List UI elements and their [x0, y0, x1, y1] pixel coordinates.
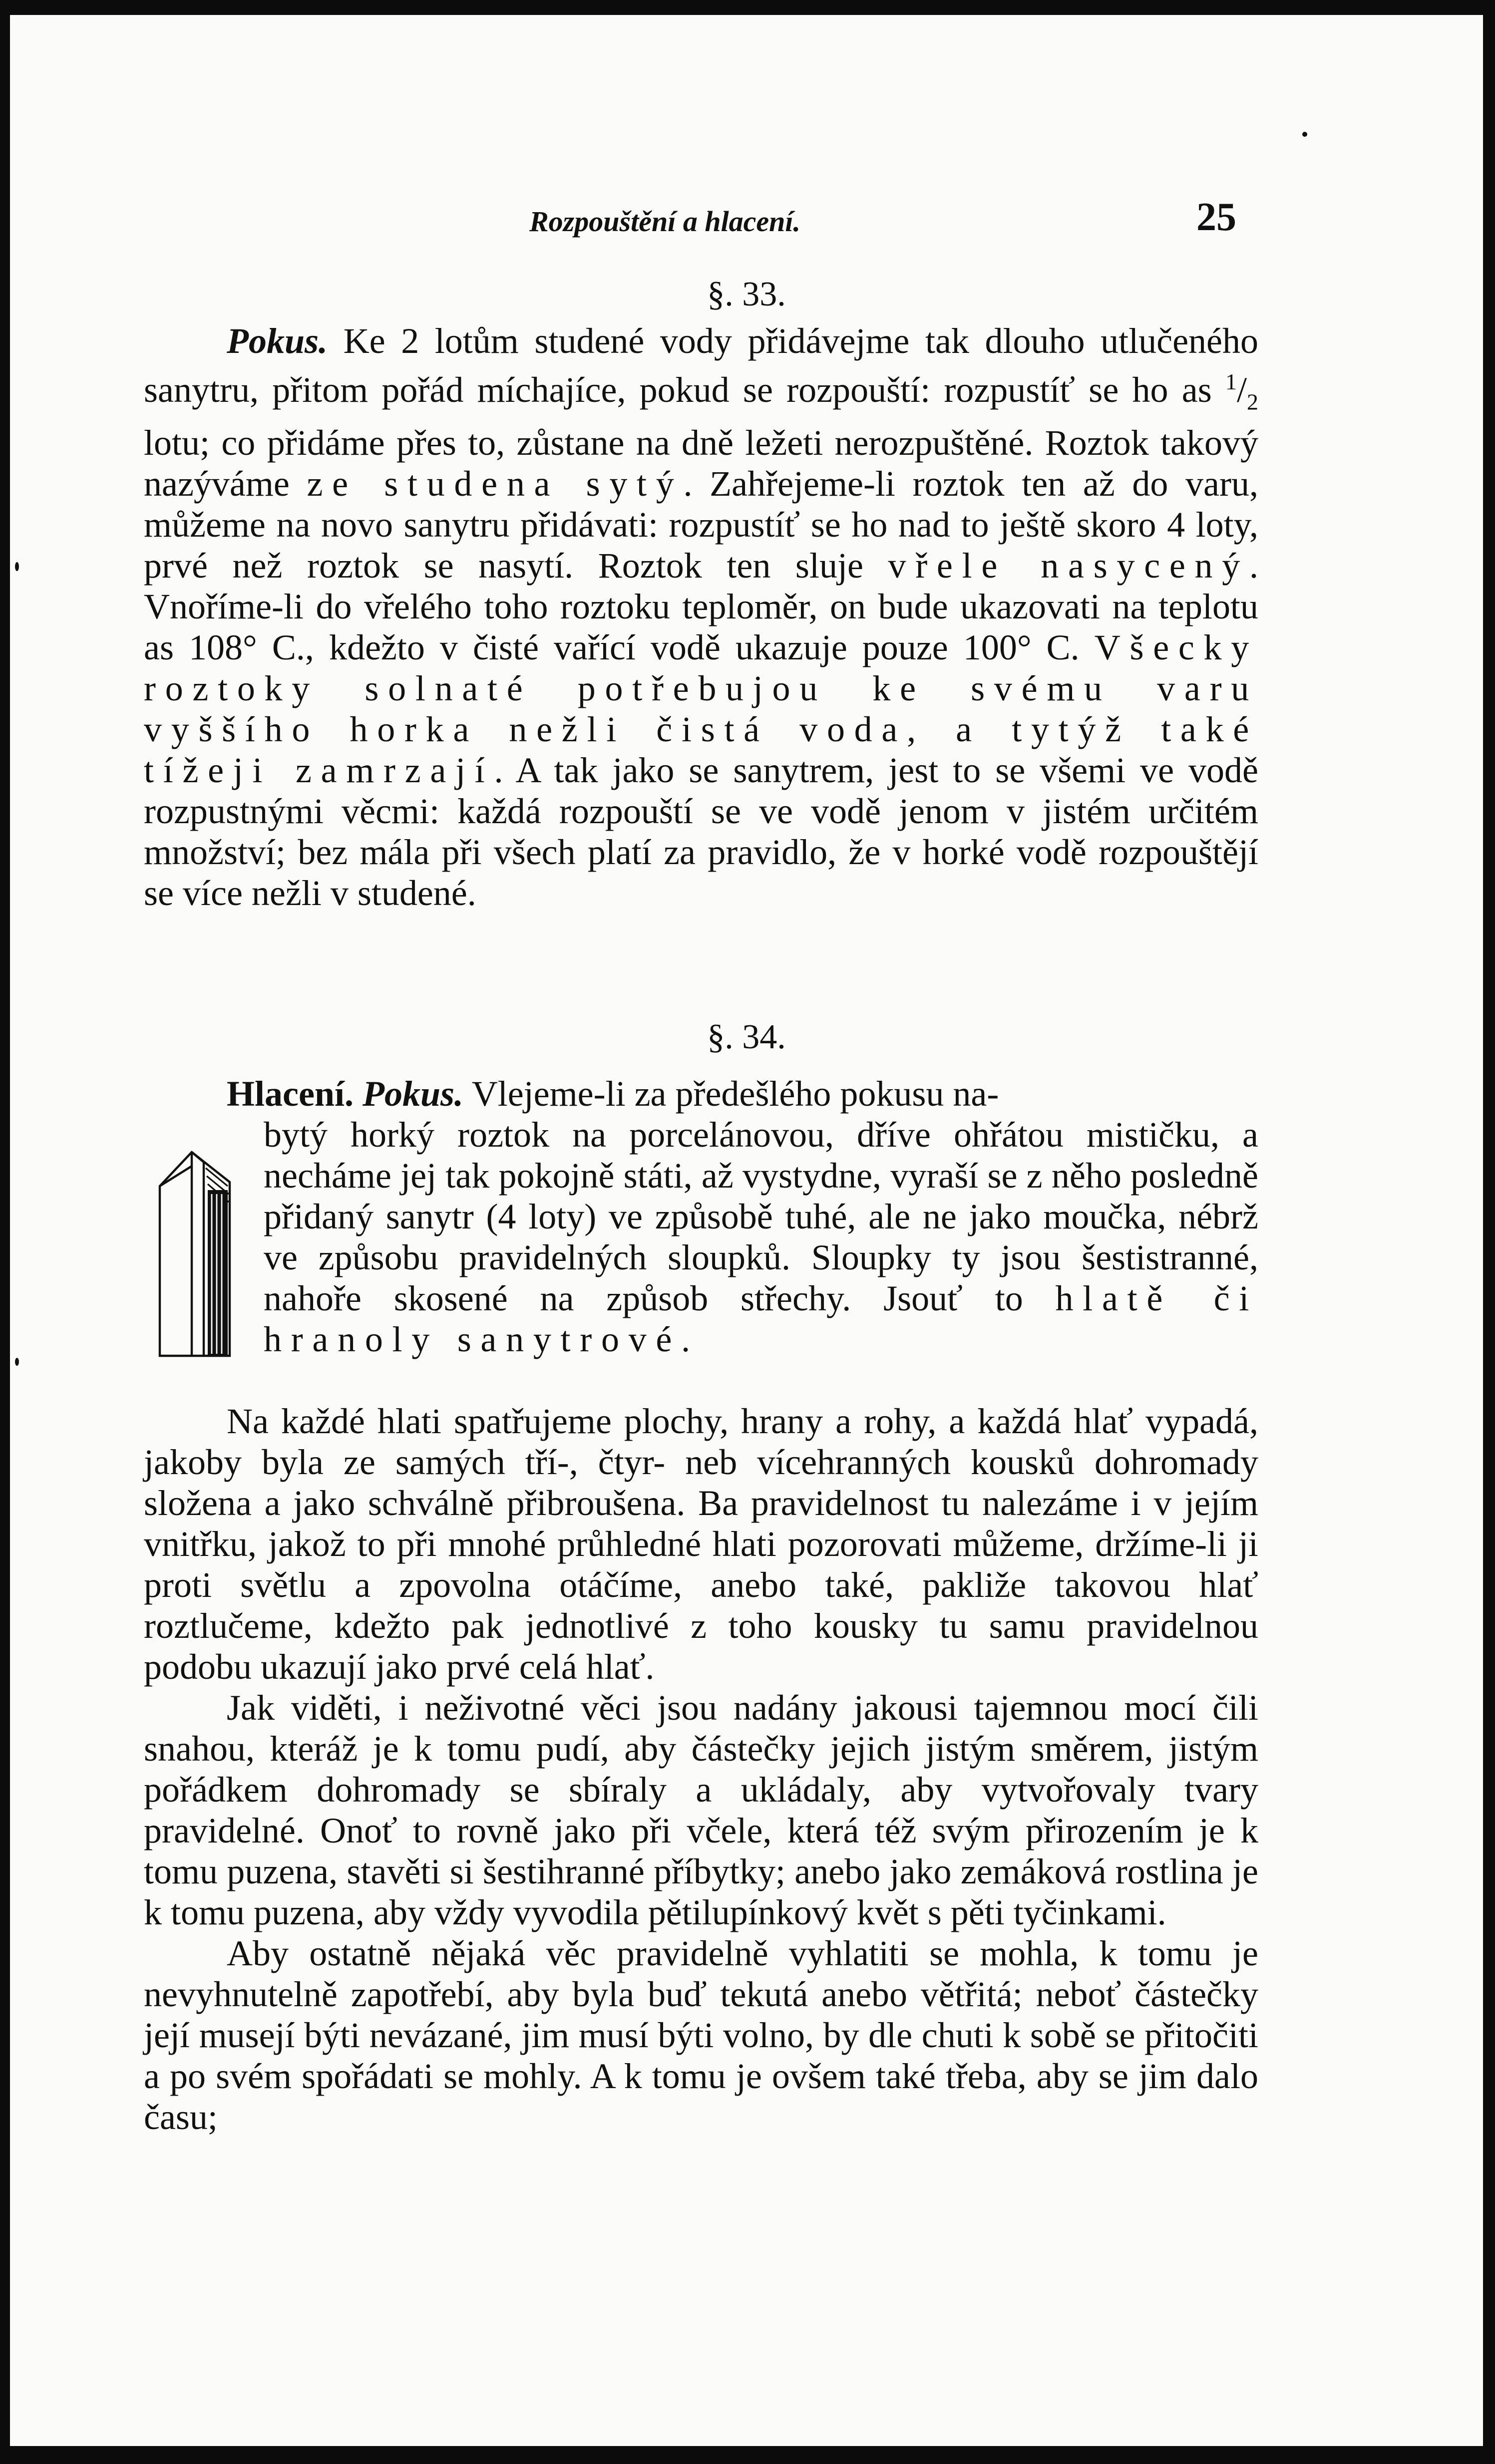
- experiment-label: Pokus.: [362, 1074, 464, 1114]
- text-run: . Zahřejeme-li roztok ten až do varu, můžeme na novo sanytru přidávati: rozpustíť se ho nad to ještě skoro 4 loty, prvé než roztok se nasytí. Roztok ten sluje: [144, 464, 1258, 586]
- book-page: [10, 15, 1483, 2446]
- text-run: .: [681, 1319, 691, 1359]
- section-34-body: [144, 1401, 1258, 2138]
- section-title-word: Hlacení.: [227, 1074, 354, 1114]
- section-33-paragraph: Pokus. Ke 2 lotům studené vody přidávejme tak dlouho utlučeného sanytru, přitom pořád míchajíce, pokud se rozpouští: rozpustíť se ho as $^1/_2$ lotu; co přidáme přes to, zůstane na dně ležeti nerozpuštěné. Roztok takový nazýváme ze studena sytý. Zahřejeme-li roztok ten až do varu, můžeme na novo sanytru přidávati: rozpustíť se ho nad to ještě skoro 4 loty, prvé než roztok se nasytí. Roztok ten sluje vřele nasycený. Vnoříme-li do vřelého toho roztoku teploměr, on bude ukazovati na teplotu as 108° C., kdežto v čisté vařící vodě ukazuje pouze 100° C. Všecky roztoky solnaté potřebujou ke svému varu vyššího horka nežli čistá voda, a tytýž také tížeji zamrzají. A tak jako se sanytrem, jest to se všemi ve vodě rozpustnými věcmi: každá rozpouští se ve vodě jenom v jistém určitém množství; bez mála při všech platí za pravidlo, že v horké vodě rozpouštějí se více nežli v studené.: [144, 321, 1259, 914]
- running-head: Rozpouštění a hlacení.: [529, 205, 801, 238]
- text-run: Ke 2 lotům studené vody přidávejme tak dlouho utlučeného sanytru, přitom pořád míchajíce, pokud se rozpouští: rozpustíť se ho as: [144, 321, 1258, 410]
- experiment-label: Pokus.: [227, 321, 328, 361]
- term-crystals: hlatě či hranoly sanytrové: [264, 1278, 1258, 1359]
- text-run: bytý horký roztok na porcelánovou, dříve ohřátou mističku, a necháme jej tak pokojně státi, až vystydne, vyraší se z něho posledně přidaný sanytr (4 loty) ve způsobě tuhé, ale ne jako moučka, nébrž ve způsobu pravidelných sloupků. Sloupky ty jsou šestistranné, nahoře skosené na způsob střechy. Jsouť to: [264, 1115, 1258, 1318]
- text-run: . Vnoříme-li do vřelého toho roztoku teploměr, on bude ukazovati na teplotu as 108° C., kdežto v čisté vařící vodě ukazuje pouze 100° C.: [144, 546, 1258, 668]
- section-34-intro: [144, 1073, 1258, 1360]
- term-boiling-saturated: vřele nasycený: [888, 546, 1249, 586]
- print-speck: [15, 1358, 19, 1366]
- paragraph-crystal-faces: Na každé hlati spatřujeme plochy, hrany a rohy, a každá hlať vypadá, jakoby byla ze samých tří-, čtyr- neb vícehranných kousků dohromady složena a jako schválně přibroušena. Ba pravidelnost tu nalezáme i v jejím vnitřku, jakož to při mnohé průhledné hlati pozorovati můžeme, držíme-li ji proti světlu a zpovolna otáčíme, anebo také, pakliže takovou hlať roztlučeme, kdežto pak jednotlivé z toho kousky tu samu pravidelnou podobu ukazují jako prvé celá hlať.: [144, 1401, 1258, 1687]
- text-run: Vlejeme-li za předešlého pokusu na-: [463, 1074, 999, 1114]
- paragraph-conditions: Aby ostatně nějaká věc pravidelně vyhlatiti se mohla, k tomu je nevyhnutelně zapotřebí, aby byla buď tekutá anebo větřitá; neboť částečky její musejí býti nevázané, jim musí býti volno, by dle chuti k sobě se přitočiti a po svém spořádati se mohly. A k tomu je ovšem také třeba, aby se jim dalo času;: [144, 1933, 1258, 2137]
- spaced-rule-sentence: Všecky roztoky solnaté potřebujou ke svému varu vyššího horka nežli čistá voda, a tytýž také tížeji zamrzají: [144, 627, 1258, 791]
- section-34-heading: §. 34.: [707, 1018, 786, 1056]
- fraction-numerator: 1: [1225, 369, 1237, 394]
- fraction-denominator: 2: [1247, 389, 1258, 415]
- text-run: . A tak jako se sanytrem, jest to se všemi ve vodě rozpustnými věcmi: každá rozpouští se ve vodě jenom v jistém určitém množství; bez mála při všech platí za pravidlo, že v horké vodě rozpouštějí se více nežli v studené.: [144, 750, 1259, 914]
- term-cold-saturated: ze studena sytý: [307, 464, 684, 504]
- hexagonal-prism-crystal-icon: [152, 1146, 252, 1366]
- print-speck: [15, 562, 19, 571]
- paragraph-inanimate-forces: Jak viděti, i neživotné věci jsou nadány jakousi tajemnou mocí čili snahou, kteráž je k tomu pudí, aby částečky jejich jistým směrem, jistým pořádkem dohromady se sbíraly a ukládaly, aby vytvořovaly tvary pravidelné. Onoť to rovně jako při včele, která též svým přirozením je k tomu puzena, stavěti si šestihranné příbytky; anebo jako zemáková rostlina je k tomu puzena, aby vždy vyvodila pětilupínkový květ s pěti tyčinkami.: [144, 1688, 1258, 1932]
- print-speck: [1302, 132, 1307, 137]
- text-run: lotu; co přidáme přes to, zůstane na dně ležeti nerozpuštěné. Roztok takový nazýváme: [144, 423, 1258, 504]
- page-number: 25: [1196, 195, 1236, 239]
- section-33-heading: §. 33.: [707, 275, 786, 313]
